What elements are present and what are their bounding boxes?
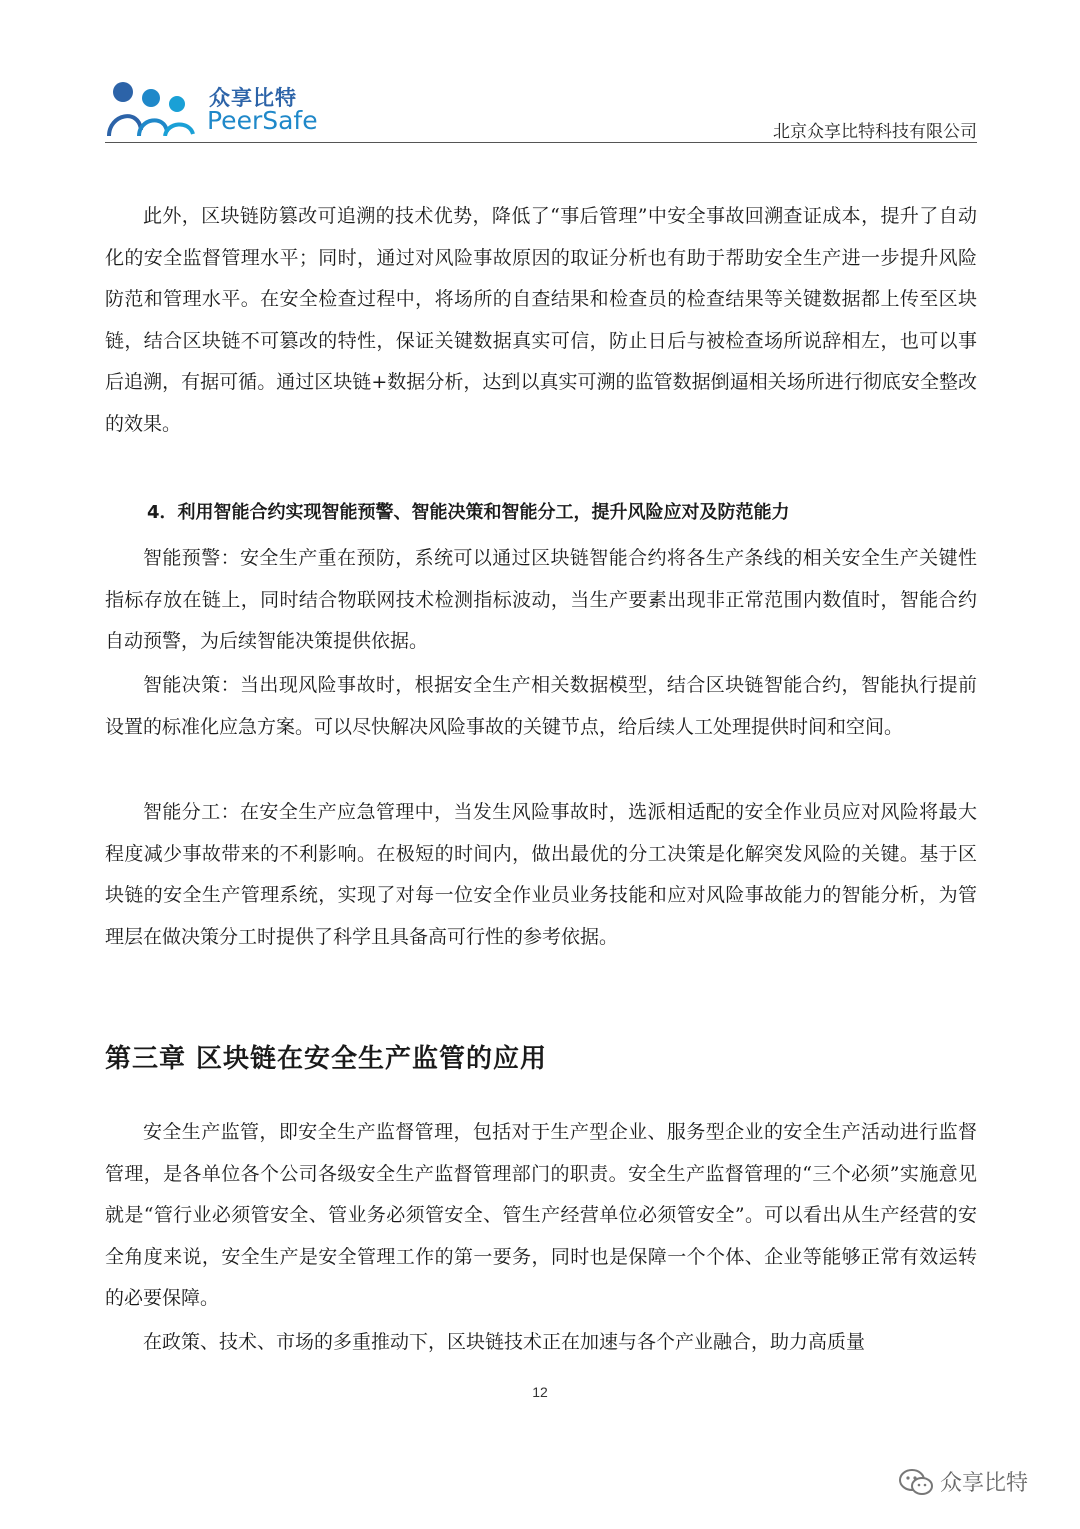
- page-number: 12: [532, 1384, 548, 1400]
- logo-chinese-name: 众享比特: [209, 86, 297, 110]
- section-4-heading: 4．利用智能合约实现智能预警、智能决策和智能分工，提升风险应对及防范能力: [147, 502, 790, 523]
- wechat-icon: [898, 1468, 934, 1498]
- paragraph-policy-tech-market: 在政策、技术、市场的多重推动下，区块链技术正在加速与各个产业融合，助力高质量: [143, 1331, 866, 1353]
- people-group-icon: [105, 78, 205, 136]
- header-divider: [105, 142, 977, 143]
- paragraph-smart-division: 智能分工：在安全生产应急管理中，当发生风险事故时，选派相适配的安全作业员应对风险将最大程度减少事故带来的不利影响。在极短的时间内，做出最优的分工决策是化解突发风险的关键。基于区块链的安全生产管理系统，实现了对每一位安全作业员业务技能和应对风险事故能力的智能分析，为管理层在做决策分工时提供了科学且具备高可行性的参考依据。: [105, 801, 977, 948]
- chapter-title: 第三章 区块链在安全生产监管的应用: [105, 1044, 548, 1074]
- paragraph-smart-decision: 智能决策：当出现风险事故时，根据安全生产相关数据模型，结合区块链智能合约，智能执行提前设置的标准化应急方案。可以尽快解决风险事故的关键节点，给后续人工处理提供时间和空间。: [105, 674, 977, 738]
- paragraph-traceability: 此外，区块链防篡改可追溯的技术优势，降低了“事后管理”中安全事故回溯查证成本，提升了自动化的安全监督管理水平；同时，通过对风险事故原因的取证分析也有助于帮助安全生产进一步提升风险防范和管理水平。在安全检查过程中，将场所的自查结果和检查员的检查结果等关键数据都上传至区块链，结合区块链不可篡改的特性，保证关键数据真实可信，防止日后与被检查场所说辞相左，也可以事后追溯，有据可循。通过区块链+数据分析，达到以真实可溯的监管数据倒逼相关场所进行彻底安全整改的效果。: [105, 205, 977, 435]
- paragraph-smart-warning: 智能预警：安全生产重在预防，系统可以通过区块链智能合约将各生产条线的相关安全生产关键性指标存放在链上，同时结合物联网技术检测指标波动，当生产要素出现非正常范围内数值时，智能合约自动预警，为后续智能决策提供依据。: [105, 547, 977, 653]
- page-header: [105, 70, 977, 142]
- paragraph-safety-supervision: 安全生产监管，即安全生产监督管理，包括对于生产型企业、服务型企业的安全生产活动进行监督管理，是各单位各个公司各级安全生产监督管理部门的职责。安全生产监督管理的“三个必须”实施意见就是“管行业必须管安全、管业务必须管安全、管生产经营单位必须管安全”。可以看出从生产经营的安全角度来说，安全生产是安全管理工作的第一要务，同时也是保障一个个体、企业等能够正常有效运转的必要保障。: [105, 1121, 977, 1310]
- watermark-text: 众享比特: [940, 1471, 1029, 1496]
- logo-english-name: PeerSafe: [207, 106, 318, 135]
- company-name: 北京众享比特科技有限公司: [773, 122, 977, 142]
- peersafe-logo: [105, 76, 345, 136]
